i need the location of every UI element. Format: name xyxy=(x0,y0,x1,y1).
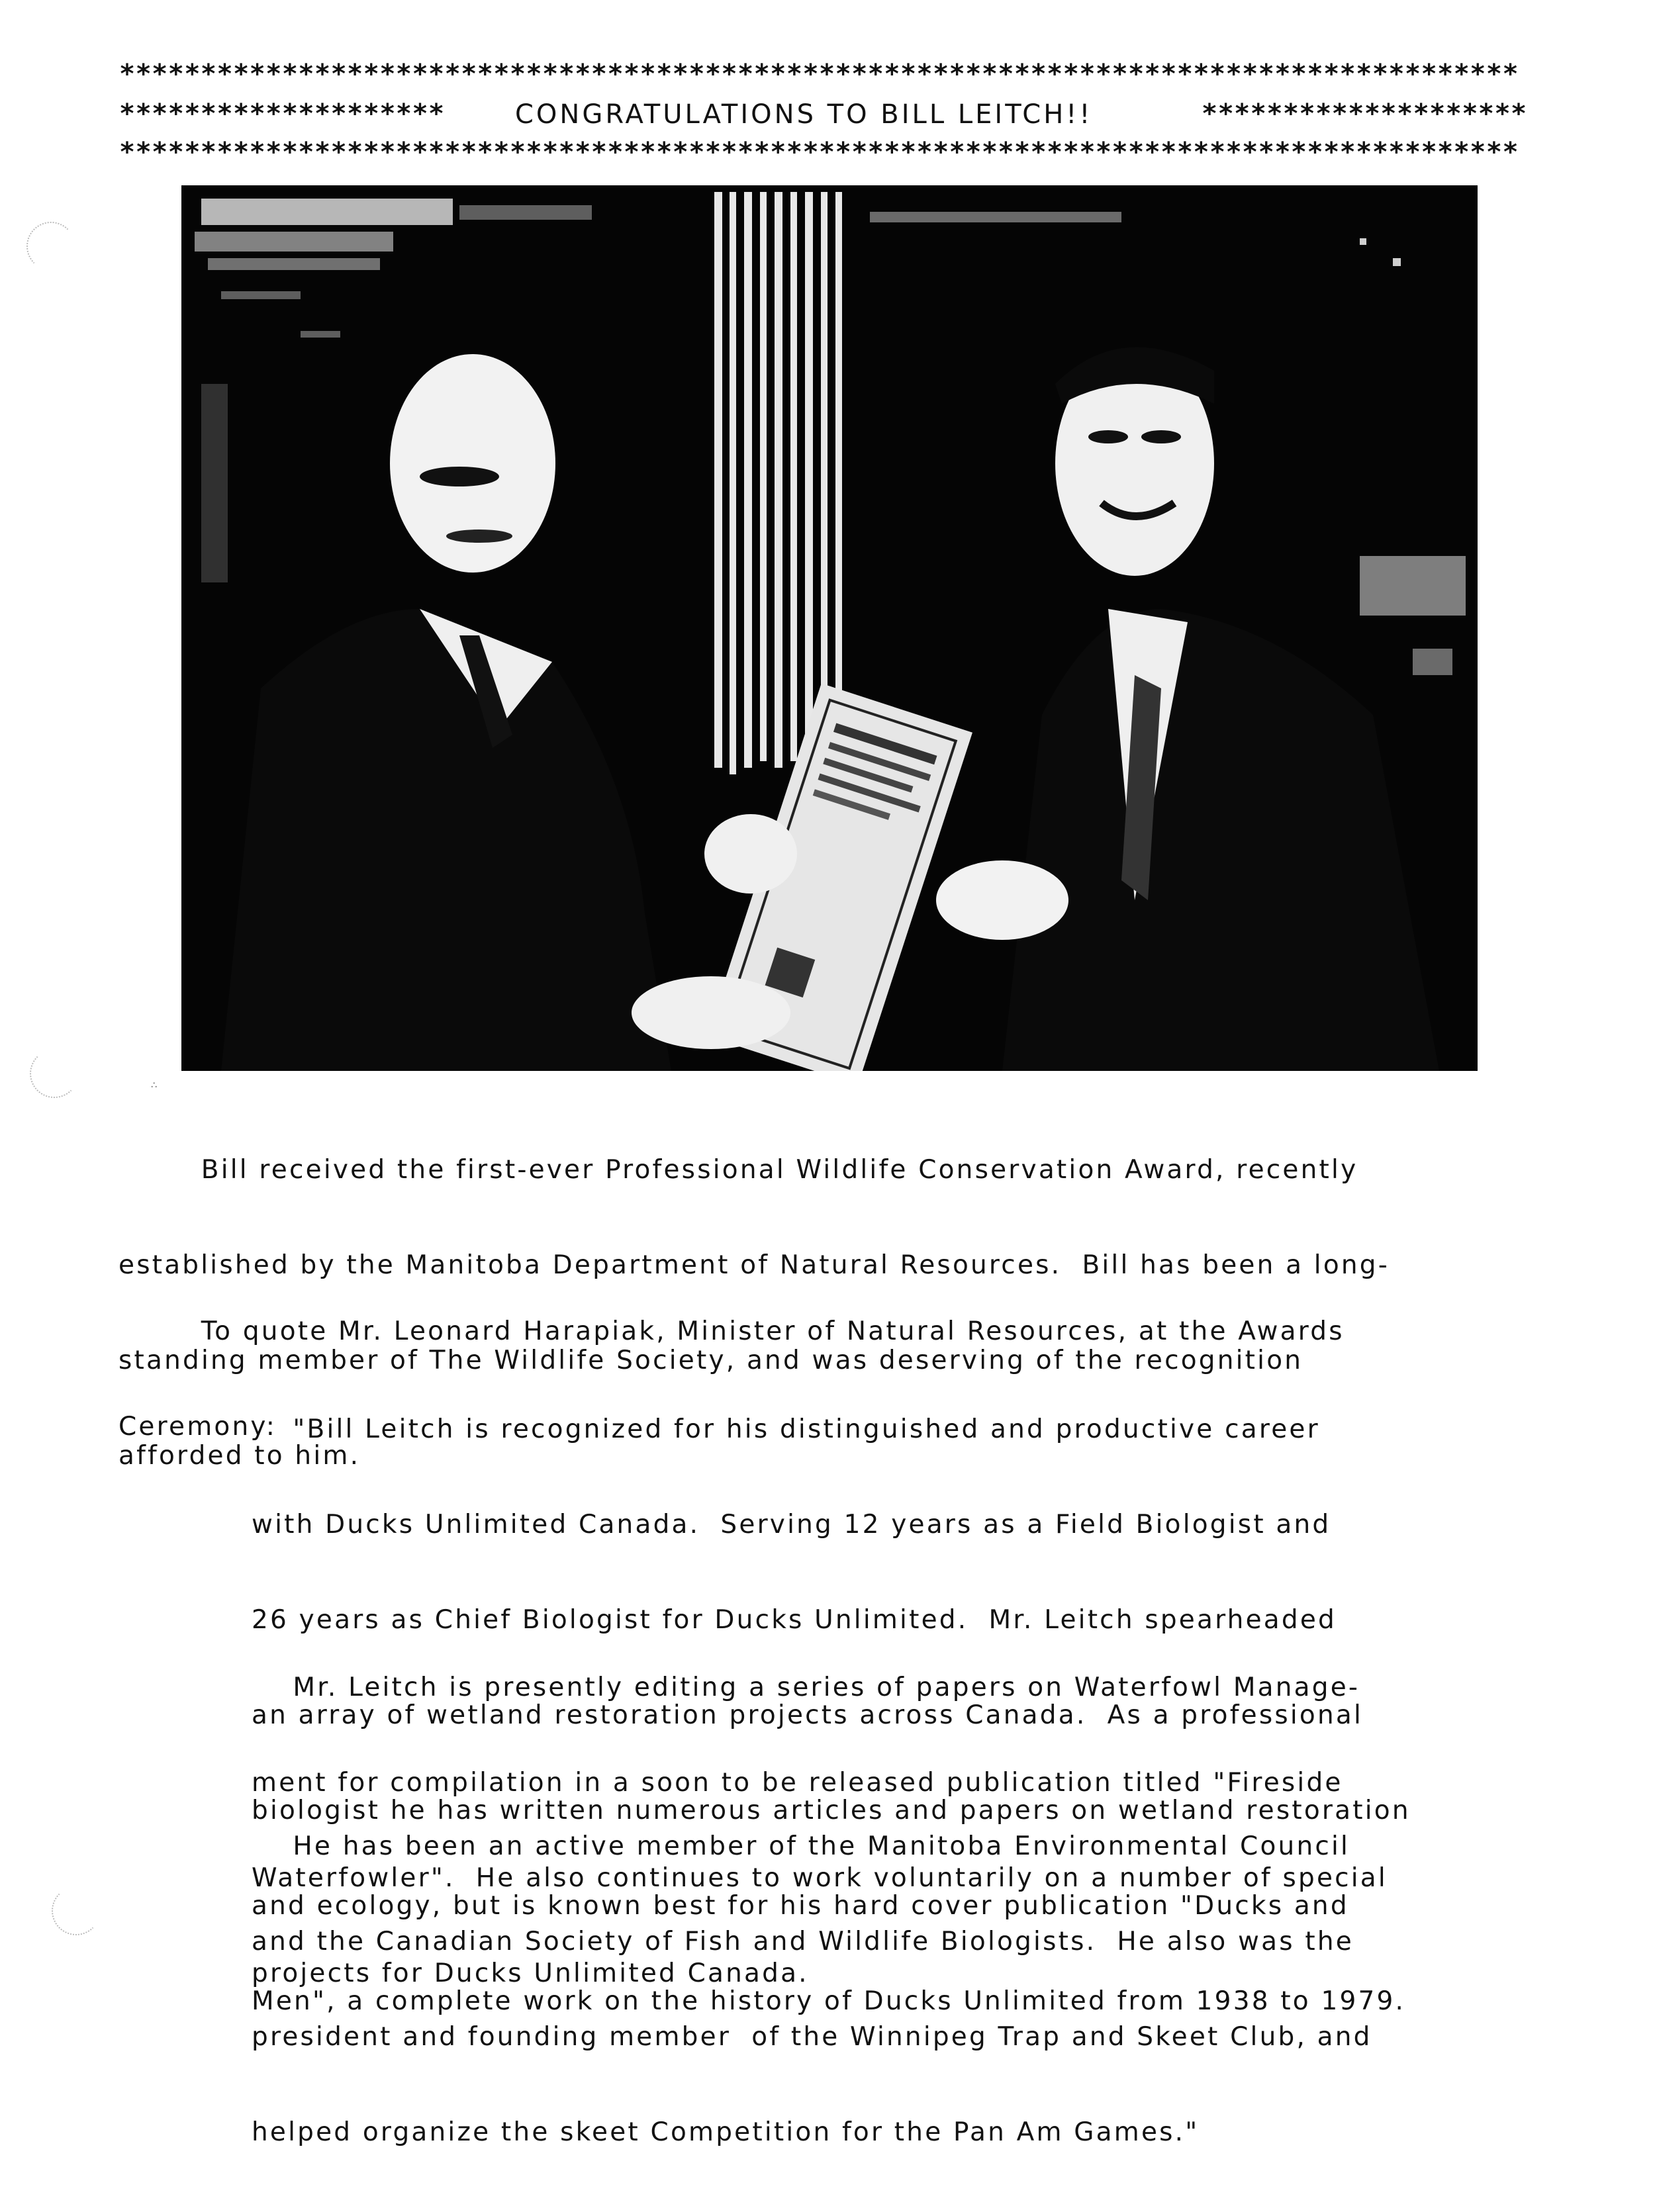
text-line: an array of wetland restoration projects across Canada. As a professional xyxy=(252,1700,1363,1730)
hole-punch-mark-top xyxy=(26,222,75,271)
star-border-right-group: ******************** xyxy=(1202,99,1527,129)
text-line: Ceremony: xyxy=(118,1412,277,1442)
text-line: and ecology, but is known best for his hard cover publication "Ducks and xyxy=(252,1891,1349,1921)
hole-punch-mark-middle xyxy=(30,1049,79,1098)
text-line: Mr. Leitch is presently editing a series of papers on Waterfowl Manage- xyxy=(252,1673,1360,1702)
text-line: projects for Ducks Unlimited Canada. xyxy=(252,1959,809,1988)
text-line: He has been an active member of the Manitoba Environmental Council xyxy=(252,1831,1350,1861)
text-line: standing member of The Wildlife Society, and was deserving of the recognition xyxy=(118,1346,1303,1375)
text-line: afforded to him. xyxy=(118,1441,361,1471)
award-photograph xyxy=(181,185,1478,1071)
page-title: CONGRATULATIONS TO BILL LEITCH!! xyxy=(515,99,1093,130)
star-border-bottom: ************************************************************************************** xyxy=(119,137,1519,167)
photograph-icon xyxy=(181,185,1478,1071)
text-line: with Ducks Unlimited Canada. Serving 12 years as a Field Biologist and xyxy=(252,1510,1331,1540)
star-border-left-group: ******************** xyxy=(119,99,445,129)
text-line: helped organize the skeet Competition for the Pan Am Games." xyxy=(252,2117,1200,2147)
text-line: Bill received the first-ever Professional Wildlife Conservation Award, recently xyxy=(118,1155,1358,1185)
star-border-top: ************************************************************************************** xyxy=(119,59,1519,89)
text-line: president and founding member of the Winnipeg Trap and Skeet Club, and xyxy=(252,2022,1372,2052)
text-line: Waterfowler". He also continues to work voluntarily on a number of special xyxy=(252,1863,1388,1893)
text-line: 26 years as Chief Biologist for Ducks Unlimited. Mr. Leitch spearheaded xyxy=(252,1605,1337,1635)
text-line: biologist he has written numerous articles and papers on wetland restoration xyxy=(252,1796,1411,1825)
hole-punch-mark-bottom xyxy=(52,1886,101,1935)
quote-paragraph-memberships xyxy=(252,1767,1372,2212)
text-line: established by the Manitoba Department of Natural Resources. Bill has been a long- xyxy=(118,1250,1390,1280)
text-line: To quote Mr. Leonard Harapiak, Minister of Natural Resources, at the Awards xyxy=(118,1316,1345,1346)
scan-artifact-mark: ∴ xyxy=(151,1080,157,1091)
text-line: and the Canadian Society of Fish and Wildlife Biologists. He also was the xyxy=(252,1927,1354,1957)
text-line: "Bill Leitch is recognized for his distinguished and productive career xyxy=(252,1414,1320,1444)
text-line: ment for compilation in a soon to be released publication titled "Fireside xyxy=(252,1768,1343,1798)
text-line: Men", a complete work on the history of Ducks Unlimited from 1938 to 1979. xyxy=(252,1986,1406,2016)
